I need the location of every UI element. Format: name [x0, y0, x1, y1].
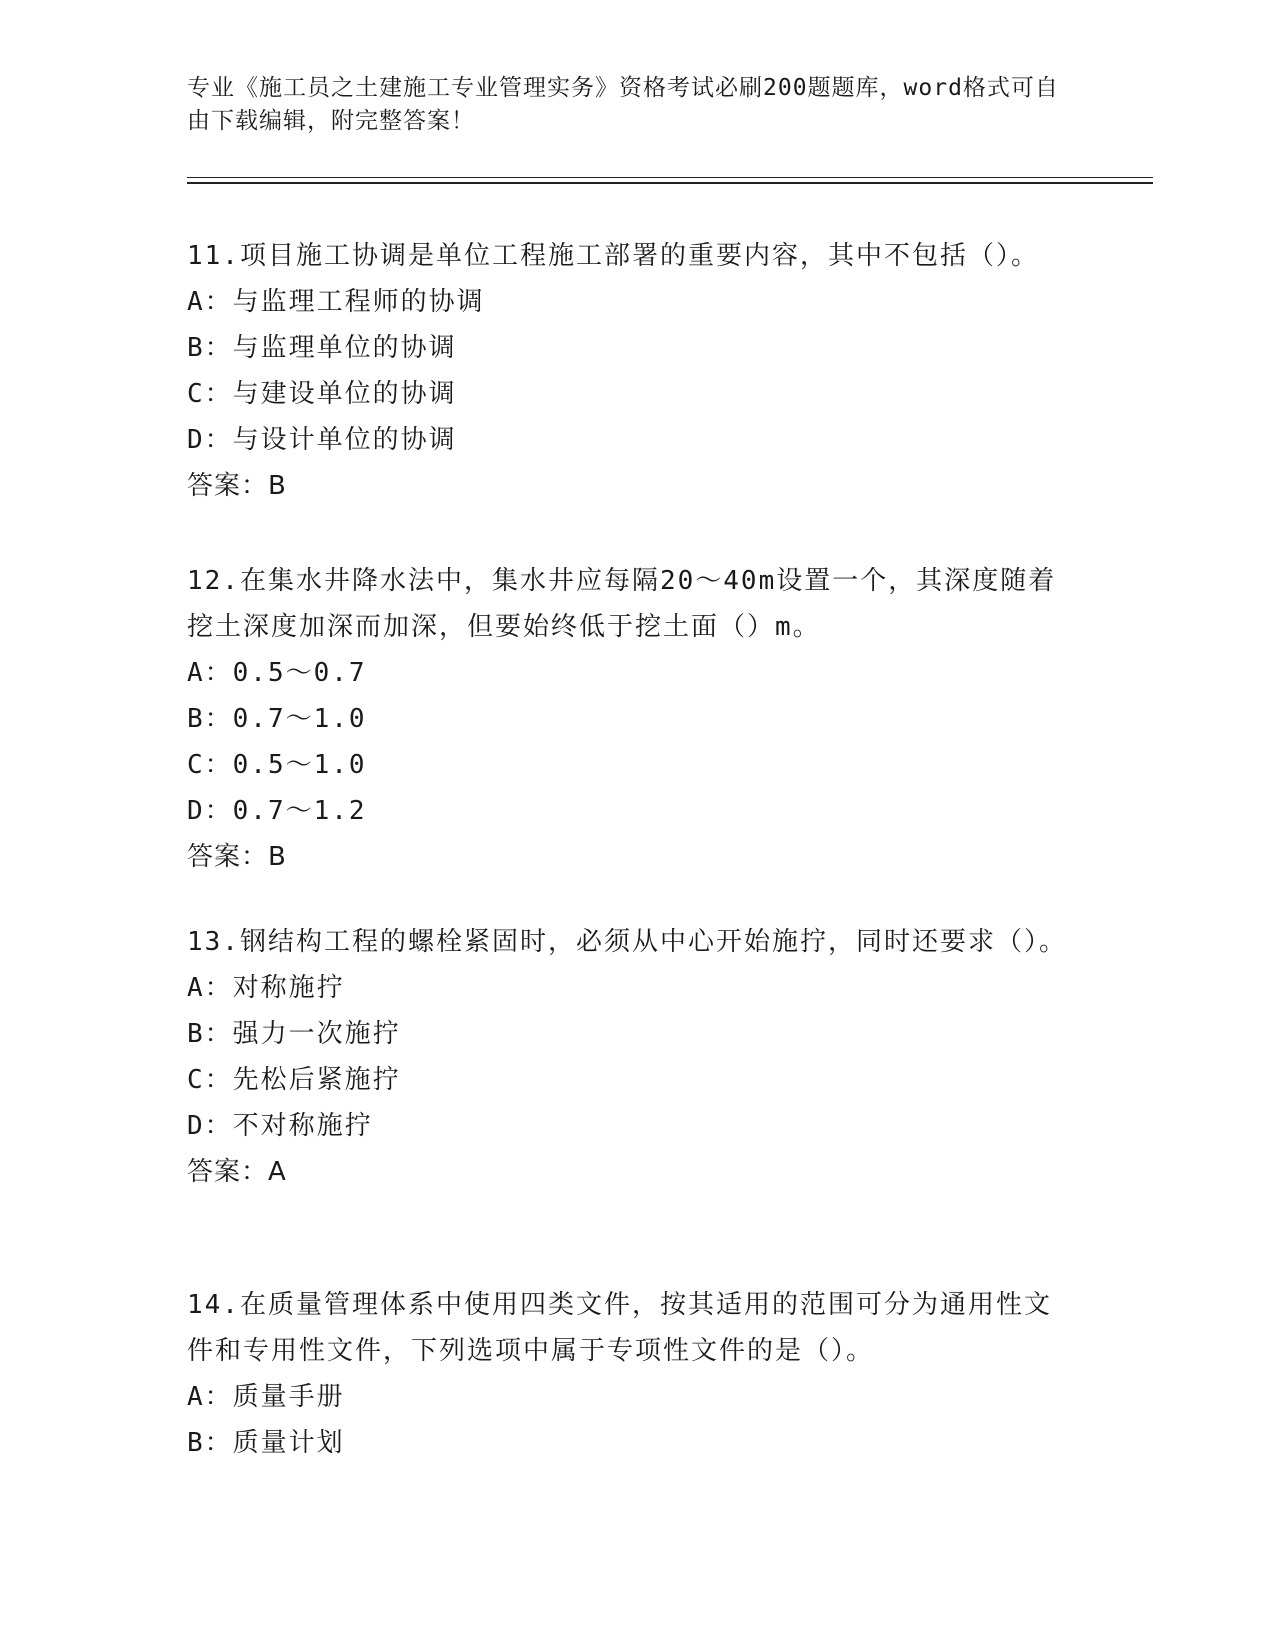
question-12 — [187, 558, 1067, 880]
question-stem: 11.项目施工协调是单位工程施工部署的重要内容，其中不包括（）。 — [187, 241, 1039, 271]
option-c: C：与建设单位的协调 — [187, 379, 457, 409]
question-13 — [187, 919, 1067, 1195]
option-b: B：质量计划 — [187, 1428, 345, 1458]
answer: 答案：B — [187, 471, 287, 501]
option-d: D：0.7～1.2 — [187, 796, 367, 826]
option-b: B：强力一次施拧 — [187, 1019, 401, 1049]
question-stem: 14.在质量管理体系中使用四类文件，按其适用的范围可分为通用性文件和专用性文件，下列选项中属于专项性文件的是（）。 — [187, 1290, 1052, 1366]
question-stem: 12.在集水井降水法中，集水井应每隔20～40m设置一个，其深度随着挖土深度加深而加深，但要始终低于挖土面（）m。 — [187, 566, 1057, 642]
option-b: B：与监理单位的协调 — [187, 333, 457, 363]
question-14 — [187, 1282, 1067, 1466]
answer: 答案：A — [187, 1157, 287, 1187]
header-divider-thick — [187, 182, 1153, 184]
option-d: D：与设计单位的协调 — [187, 425, 457, 455]
option-a: A：0.5～0.7 — [187, 658, 367, 688]
option-c: C：先松后紧施拧 — [187, 1065, 401, 1095]
document-header: 专业《施工员之土建施工专业管理实务》资格考试必刷200题题库，word格式可自由下载编辑，附完整答案！ — [187, 75, 1059, 134]
option-a: A：与监理工程师的协调 — [187, 287, 485, 317]
option-c: C：0.5～1.0 — [187, 750, 367, 780]
question-stem: 13.钢结构工程的螺栓紧固时，必须从中心开始施拧，同时还要求（）。 — [187, 927, 1067, 957]
question-11 — [187, 233, 1067, 509]
option-d: D：不对称施拧 — [187, 1111, 373, 1141]
option-a: A：质量手册 — [187, 1382, 345, 1412]
option-a: A：对称施拧 — [187, 973, 345, 1003]
header-divider-thin — [187, 177, 1153, 178]
option-b: B：0.7～1.0 — [187, 704, 367, 734]
answer: 答案：B — [187, 842, 287, 872]
